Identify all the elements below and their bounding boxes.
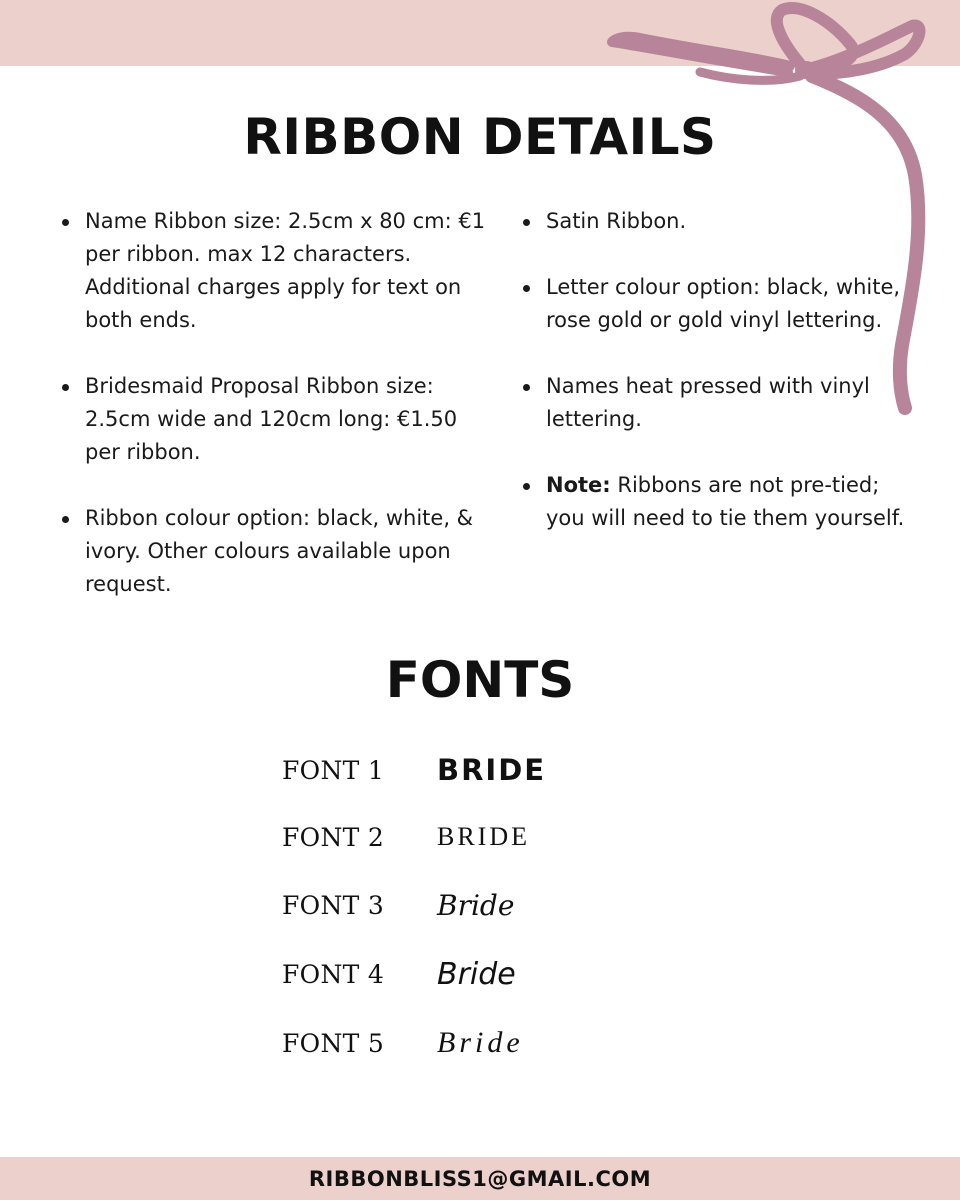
list-item: Satin Ribbon. (523, 205, 923, 238)
list-item: Name Ribbon size: 2.5cm x 80 cm: €1 per ribbon. max 12 characters. Additional charges apply for text on both ends. (62, 205, 492, 337)
font-sample: Bride (437, 956, 516, 992)
font-label: FONT 2 (282, 822, 385, 852)
font-sample: BRIDE (437, 753, 547, 787)
note-label: Note: (546, 473, 611, 497)
ribbon-details-title: RIBBON DETAILS (243, 108, 717, 166)
note-item (523, 469, 923, 535)
font-row-2 (282, 817, 530, 857)
note-text: Ribbons are not pre-tied; you will need to tie them yourself. (546, 473, 905, 530)
font-sample: BRIDE (437, 822, 530, 851)
fonts-title: FONTS (385, 651, 575, 709)
list-item: Ribbon colour option: black, white, & ivory. Other colours available upon request. (62, 502, 492, 601)
footer-band (0, 1157, 960, 1200)
list-item: Bridesmaid Proposal Ribbon size: 2.5cm wide and 120cm long: €1.50 per ribbon. (62, 370, 492, 469)
font-sample: Bride (437, 888, 515, 922)
font-label: FONT 1 (282, 755, 385, 785)
font-label: FONT 3 (282, 890, 385, 920)
list-item: Letter colour option: black, white, rose gold or gold vinyl lettering. (523, 271, 923, 337)
font-row-1 (282, 750, 546, 790)
list-item: Names heat pressed with vinyl lettering. (523, 370, 923, 436)
contact-email[interactable]: RIBBONBLISS1@GMAIL.COM (308, 1166, 652, 1191)
font-row-5 (282, 1023, 524, 1063)
font-label: FONT 4 (282, 959, 385, 989)
details-right-list (523, 205, 923, 568)
font-sample: Bride (437, 1026, 524, 1059)
font-row-4 (282, 954, 516, 994)
font-label: FONT 5 (282, 1028, 385, 1058)
details-left-list (62, 205, 492, 634)
font-row-3 (282, 885, 514, 925)
